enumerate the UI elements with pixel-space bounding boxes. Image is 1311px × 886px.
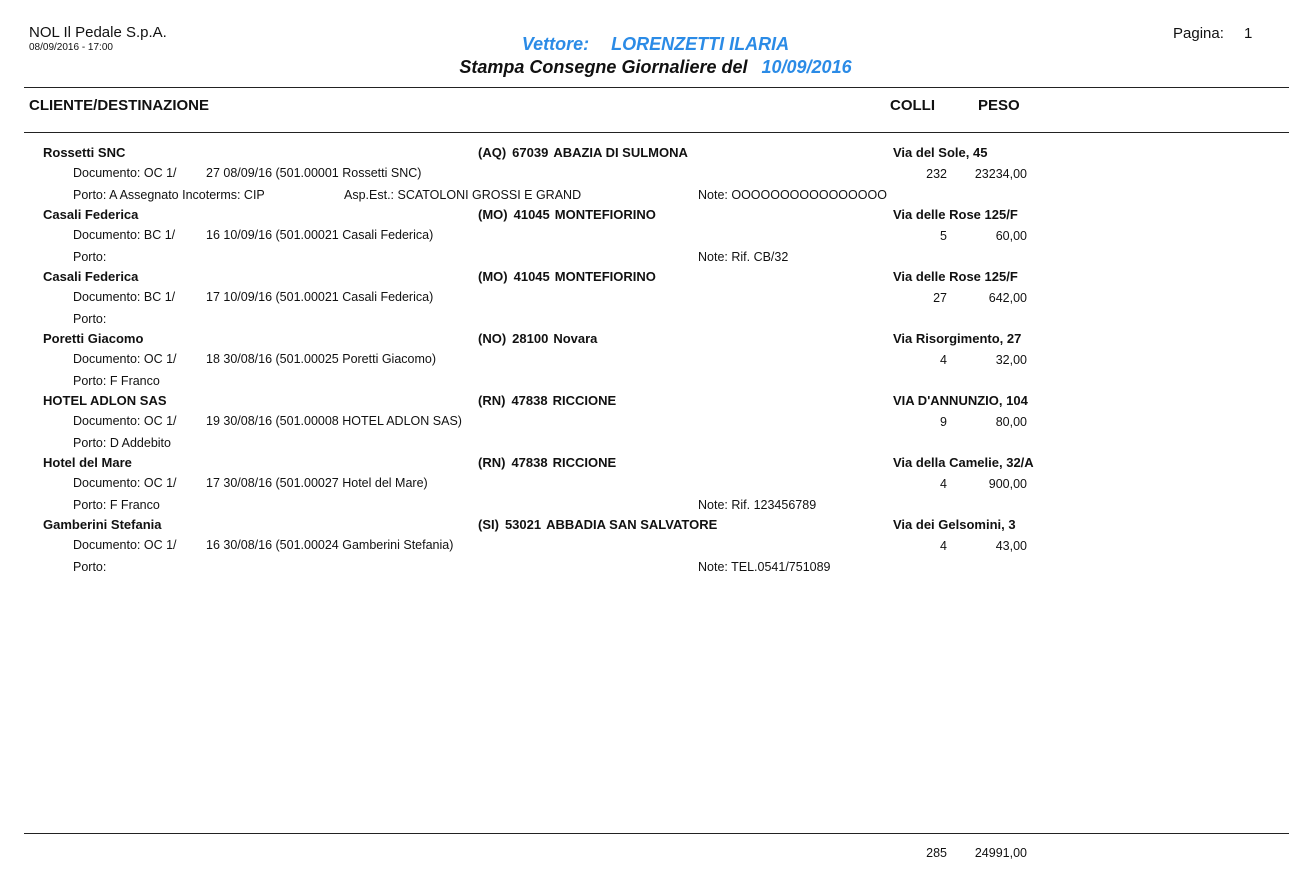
document-reference: 16 30/08/16 (501.00024 Gamberini Stefania)	[206, 538, 454, 552]
porto-info: Porto: F Franco	[73, 498, 160, 512]
document-reference: 19 30/08/16 (501.00008 HOTEL ADLON SAS)	[206, 414, 462, 428]
report-title-line	[0, 57, 1311, 78]
peso-value: 60,00	[995, 229, 1027, 243]
client-name: Rossetti SNC	[43, 145, 126, 160]
document-reference: 17 10/09/16 (501.00021 Casali Federica)	[206, 290, 434, 304]
porto-info: Porto: A Assegnato Incoterms: CIP	[73, 188, 265, 202]
destination-cap: 47838	[511, 455, 548, 470]
destination-province: (AQ)	[478, 145, 507, 160]
destination-address: Via delle Rose 125/F	[893, 269, 1018, 284]
peso-value: 900,00	[988, 477, 1027, 491]
destination-city	[478, 393, 616, 408]
destination-address: Via dei Gelsomini, 3	[893, 517, 1016, 532]
colli-value: 5	[940, 229, 947, 243]
header-divider	[24, 87, 1289, 88]
destination-province: (RN)	[478, 455, 506, 470]
colli-value: 4	[940, 477, 947, 491]
client-name: HOTEL ADLON SAS	[43, 393, 167, 408]
total-colli: 285	[926, 846, 947, 860]
document-label: Documento: BC 1/	[73, 290, 176, 304]
carrier-name: LORENZETTI ILARIA	[611, 34, 790, 54]
column-header-colli: COLLI	[890, 97, 935, 114]
destination-city	[478, 331, 597, 346]
document-label: Documento: OC 1/	[73, 414, 177, 428]
destination-address: VIA D'ANNUNZIO, 104	[893, 393, 1028, 408]
destination-province: (MO)	[478, 269, 508, 284]
destination-address: Via della Camelie, 32/A	[893, 455, 1034, 470]
porto-info: Porto: F Franco	[73, 374, 160, 388]
document-label: Documento: BC 1/	[73, 228, 176, 242]
delivery-note: Note: OOOOOOOOOOOOOOOO	[698, 188, 887, 202]
destination-city-name: MONTEFIORINO	[554, 207, 656, 222]
peso-value: 43,00	[995, 539, 1027, 553]
destination-address: Via Risorgimento, 27	[893, 331, 1022, 346]
column-header-peso: PESO	[978, 97, 1020, 114]
report-date: 10/09/2016	[761, 57, 852, 77]
company-name: NOL Il Pedale S.p.A.	[29, 24, 167, 41]
destination-city-name: ABAZIA DI SULMONA	[553, 145, 688, 160]
page-label: Pagina:	[1173, 25, 1224, 42]
porto-info: Porto:	[73, 560, 107, 574]
page-number: 1	[1244, 25, 1253, 42]
colli-value: 9	[940, 415, 947, 429]
report-title: Stampa Consegne Giornaliere del	[459, 57, 748, 77]
destination-city-name: ABBADIA SAN SALVATORE	[546, 517, 718, 532]
column-header-client: CLIENTE/DESTINAZIONE	[29, 97, 210, 114]
destination-cap: 53021	[504, 517, 542, 532]
destination-city	[478, 207, 656, 222]
destination-cap: 47838	[511, 393, 548, 408]
document-reference: 16 10/09/16 (501.00021 Casali Federica)	[206, 228, 434, 242]
column-header-divider	[24, 132, 1289, 133]
document-reference: 17 30/08/16 (501.00027 Hotel del Mare)	[206, 476, 428, 490]
client-name: Gamberini Stefania	[43, 517, 162, 532]
porto-info: Porto:	[73, 250, 107, 264]
document-reference: 27 08/09/16 (501.00001 Rossetti SNC)	[206, 166, 422, 180]
destination-province: (RN)	[478, 393, 506, 408]
destination-address: Via delle Rose 125/F	[893, 207, 1018, 222]
carrier-label: Vettore:	[521, 34, 590, 54]
peso-value: 80,00	[995, 415, 1027, 429]
destination-province: (NO)	[478, 331, 507, 346]
destination-address: Via del Sole, 45	[893, 145, 988, 160]
destination-city-name: RICCIONE	[552, 455, 617, 470]
print-timestamp: 08/09/2016 - 17:00	[29, 42, 113, 53]
document-label: Documento: OC 1/	[73, 166, 177, 180]
destination-province: (SI)	[478, 517, 499, 532]
colli-value: 232	[926, 167, 947, 181]
destination-city	[478, 269, 656, 284]
carrier-line	[0, 34, 1311, 55]
client-name: Hotel del Mare	[43, 455, 132, 470]
document-label: Documento: OC 1/	[73, 352, 177, 366]
destination-province: (MO)	[478, 207, 508, 222]
destination-city-name: RICCIONE	[552, 393, 617, 408]
document-label: Documento: OC 1/	[73, 538, 177, 552]
document-reference: 18 30/08/16 (501.00025 Poretti Giacomo)	[206, 352, 437, 366]
destination-city	[478, 145, 688, 160]
peso-value: 32,00	[995, 353, 1027, 367]
client-name: Poretti Giacomo	[43, 331, 144, 346]
delivery-note: Note: Rif. 123456789	[698, 498, 817, 512]
colli-value: 4	[940, 353, 947, 367]
destination-cap: 28100	[512, 331, 549, 346]
destination-cap: 41045	[513, 269, 550, 284]
destination-cap: 41045	[513, 207, 550, 222]
destination-city-name: MONTEFIORINO	[554, 269, 656, 284]
total-peso: 24991,00	[974, 846, 1027, 860]
delivery-note: Note: TEL.0541/751089	[698, 560, 831, 574]
destination-city	[478, 455, 616, 470]
colli-value: 4	[940, 539, 947, 553]
destination-city-name: Novara	[553, 331, 598, 346]
client-name: Casali Federica	[43, 269, 139, 284]
delivery-note: Note: Rif. CB/32	[698, 250, 789, 264]
destination-city	[478, 517, 717, 532]
peso-value: 23234,00	[974, 167, 1027, 181]
peso-value: 642,00	[988, 291, 1027, 305]
asp-est-info: Asp.Est.: SCATOLONI GROSSI E GRAND	[344, 188, 582, 202]
totals-divider	[24, 833, 1289, 834]
porto-info: Porto:	[73, 312, 107, 326]
destination-cap: 67039	[512, 145, 549, 160]
colli-value: 27	[933, 291, 947, 305]
client-name: Casali Federica	[43, 207, 139, 222]
porto-info: Porto: D Addebito	[73, 436, 171, 450]
document-label: Documento: OC 1/	[73, 476, 177, 490]
